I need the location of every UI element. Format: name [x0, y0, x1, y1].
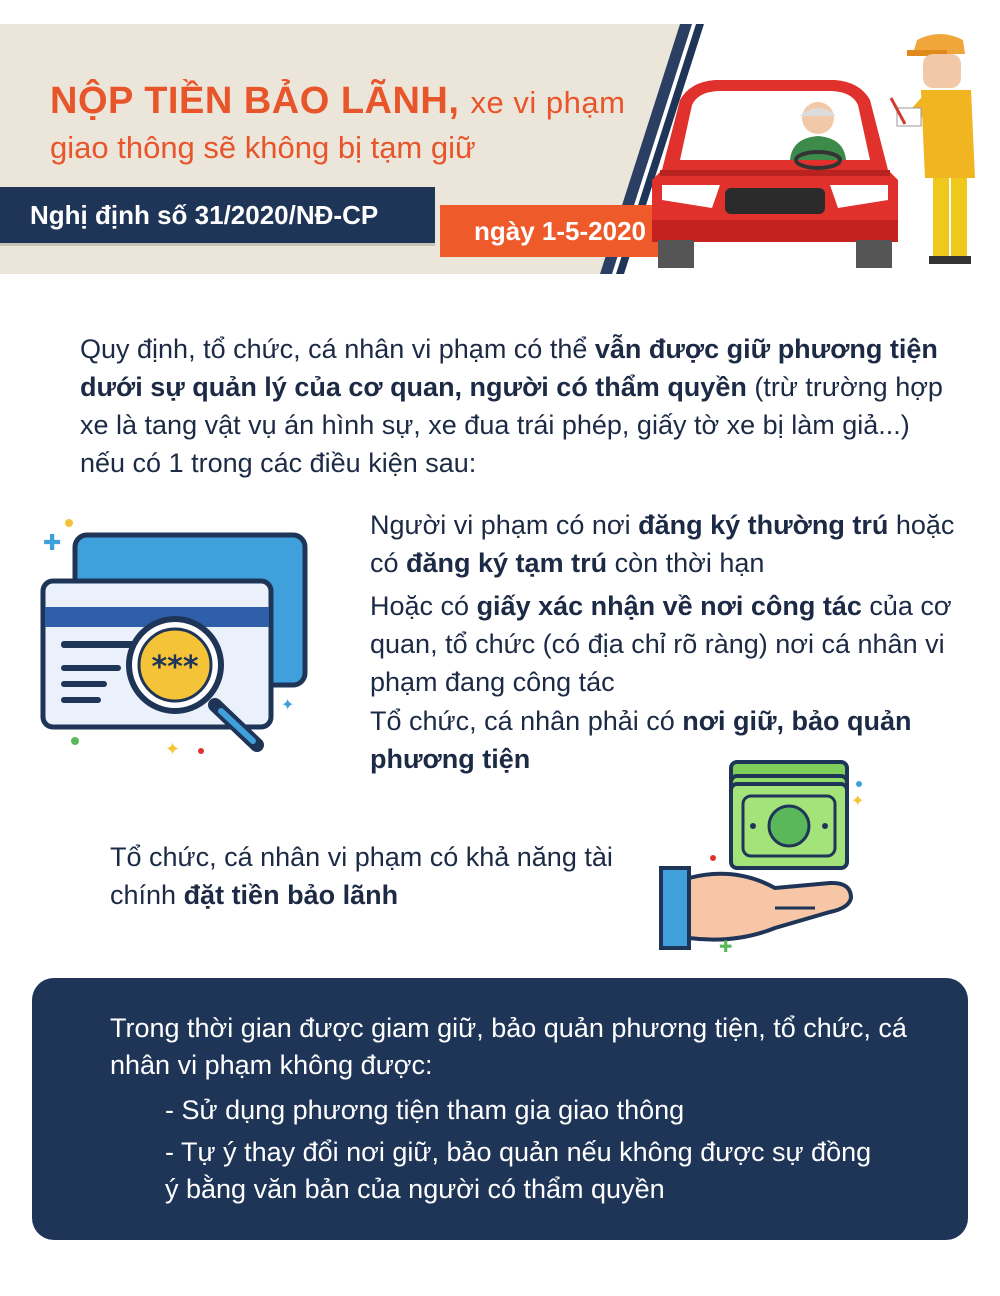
cond1-text-2: hoặc có: [370, 510, 955, 578]
condition-guarantee: [110, 838, 650, 914]
star-icon: ✦: [851, 791, 865, 810]
card-stars-text: ***: [151, 650, 199, 685]
cond4-text-1: Tổ chức, cá nhân vi phạm có khả năng tài chính: [110, 842, 613, 910]
condition-residence: [370, 506, 970, 582]
cond2-text-2: của cơ quan, tổ chức (có địa chỉ rõ ràng) nơi cá nhân vi phạm đang công tác: [370, 591, 952, 697]
star-icon: ✦: [281, 695, 295, 714]
condition-workplace: [370, 587, 970, 701]
restriction-item: - Tự ý thay đổi nơi giữ, bảo quản nếu không được sự đồng ý bằng văn bản của người có thẩm quyền: [165, 1137, 872, 1204]
intro-text-1: Quy định, tổ chức, cá nhân vi phạm có thể: [80, 334, 595, 364]
cond4-bold-1: đặt tiền bảo lãnh: [183, 880, 399, 910]
headline-rest: xe vi phạm: [470, 85, 626, 120]
car-driver-illustration: [640, 60, 910, 275]
intro-paragraph: [80, 330, 960, 482]
cond1-bold-1: đăng ký thường trú: [638, 510, 889, 540]
headline-line-1: [50, 80, 625, 123]
restrictions-intro: Trong thời gian được giam giữ, bảo quản phương tiện, tổ chức, cá nhân vi phạm không được:: [110, 1013, 907, 1080]
cond1-text-3: còn thời hạn: [607, 548, 765, 578]
headline-line-2: giao thông sẽ không bị tạm giữ: [50, 130, 476, 165]
restriction-item: - Sử dụng phương tiện tham gia giao thông: [165, 1095, 685, 1125]
id-card-magnifier-illustration: [35, 515, 320, 760]
date-label: ngày 1-5-2020: [440, 205, 680, 257]
headline-bold: NỘP TIỀN BẢO LÃNH,: [50, 80, 460, 122]
intro-text-2: (trừ trường hợp xe là tang vật vụ án hình sự, xe đua trái phép, giấy tờ xe bị làm giả...) nếu có 1 trong các điều kiện sau:: [80, 372, 943, 478]
sparkle-icon: ✚: [43, 531, 62, 556]
cond1-text-1: Người vi phạm có nơi: [370, 510, 639, 540]
sparkle-icon: ✚: [719, 937, 733, 956]
cond2-bold-1: giấy xác nhận về nơi công tác: [476, 591, 862, 621]
cond3-bold-1: nơi giữ, bảo quản phương tiện: [370, 706, 912, 774]
decree-label: Nghị định số 31/2020/NĐ-CP: [0, 187, 435, 243]
traffic-officer-illustration: [885, 28, 985, 273]
intro-bold: vẫn được giữ phương tiện dưới sự quản lý của cơ quan, người có thẩm quyền: [80, 334, 938, 402]
money-hand-illustration: [655, 758, 870, 958]
cond1-bold-2: đăng ký tạm trú: [406, 548, 608, 578]
cond2-text-1: Hoặc có: [370, 591, 477, 621]
driver-head-icon: [802, 102, 834, 134]
star-icon: ✦: [165, 739, 181, 760]
cond3-text-1: Tổ chức, cá nhân phải có: [370, 706, 683, 736]
